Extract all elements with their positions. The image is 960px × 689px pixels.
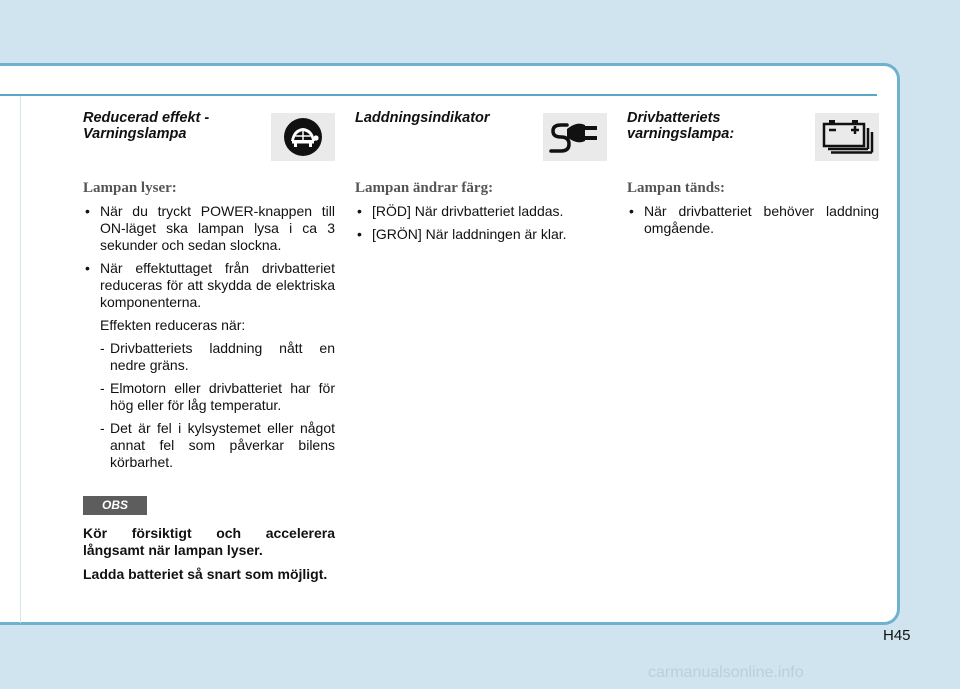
note-text: Ladda batteriet så snart som möjligt. (83, 566, 328, 582)
header-rule (0, 94, 877, 96)
section-charging-indicator (355, 110, 607, 249)
bullet-item: • [GRÖN] När laddningen är klar. (355, 226, 607, 243)
bullet-item: • När du tryckt POWER-knappen till ON-läget ska lampan lysa i ca 3 sekunder och sedan slockna. (83, 203, 335, 254)
bullet-item: • När drivbatteriet behöver laddning omgående. (627, 203, 879, 237)
bullet-item: • [RÖD] När drivbatteriet laddas. (355, 203, 607, 220)
dash-item: - Elmotorn eller drivbatteriet har för hög eller för låg temperatur. (83, 380, 335, 414)
page-number: H45 (883, 627, 911, 644)
charging-plug-icon (543, 113, 607, 161)
subheading: Lampan tänds: (627, 180, 725, 196)
note-text: Kör försiktigt och accelerera långsamt när lampan lyser. (83, 525, 335, 558)
bullet-item: • När effektuttaget från drivbatteriet reduceras för att skydda de elektriska komponenterna. (83, 260, 335, 311)
subheading: Lampan lyser: (83, 180, 177, 196)
section-header (355, 110, 607, 166)
battery-icon (815, 113, 879, 161)
dash-item: - Det är fel i kylsystemet eller något annat fel som påverkar bilens körbarhet. (83, 420, 335, 471)
section-title: Drivbatteriets varningslampa: (627, 110, 735, 142)
margin-rule (20, 96, 21, 623)
watermark-text: carmanualsonline.info (648, 664, 804, 681)
dash-item: - Drivbatteriets laddning nått en nedre gräns. (83, 340, 335, 374)
section-header (83, 110, 335, 166)
obs-badge: OBS (83, 496, 147, 515)
section-title: Laddningsindikator (355, 110, 490, 126)
effect-intro: Effekten reduceras när: (100, 317, 246, 333)
section-title: Reducerad effekt - Varningslampa (83, 110, 210, 142)
section-battery-warning (627, 110, 879, 243)
section-reduced-power (83, 110, 335, 590)
section-header (627, 110, 879, 166)
subheading: Lampan ändrar färg: (355, 180, 494, 196)
turtle-icon (271, 113, 335, 161)
